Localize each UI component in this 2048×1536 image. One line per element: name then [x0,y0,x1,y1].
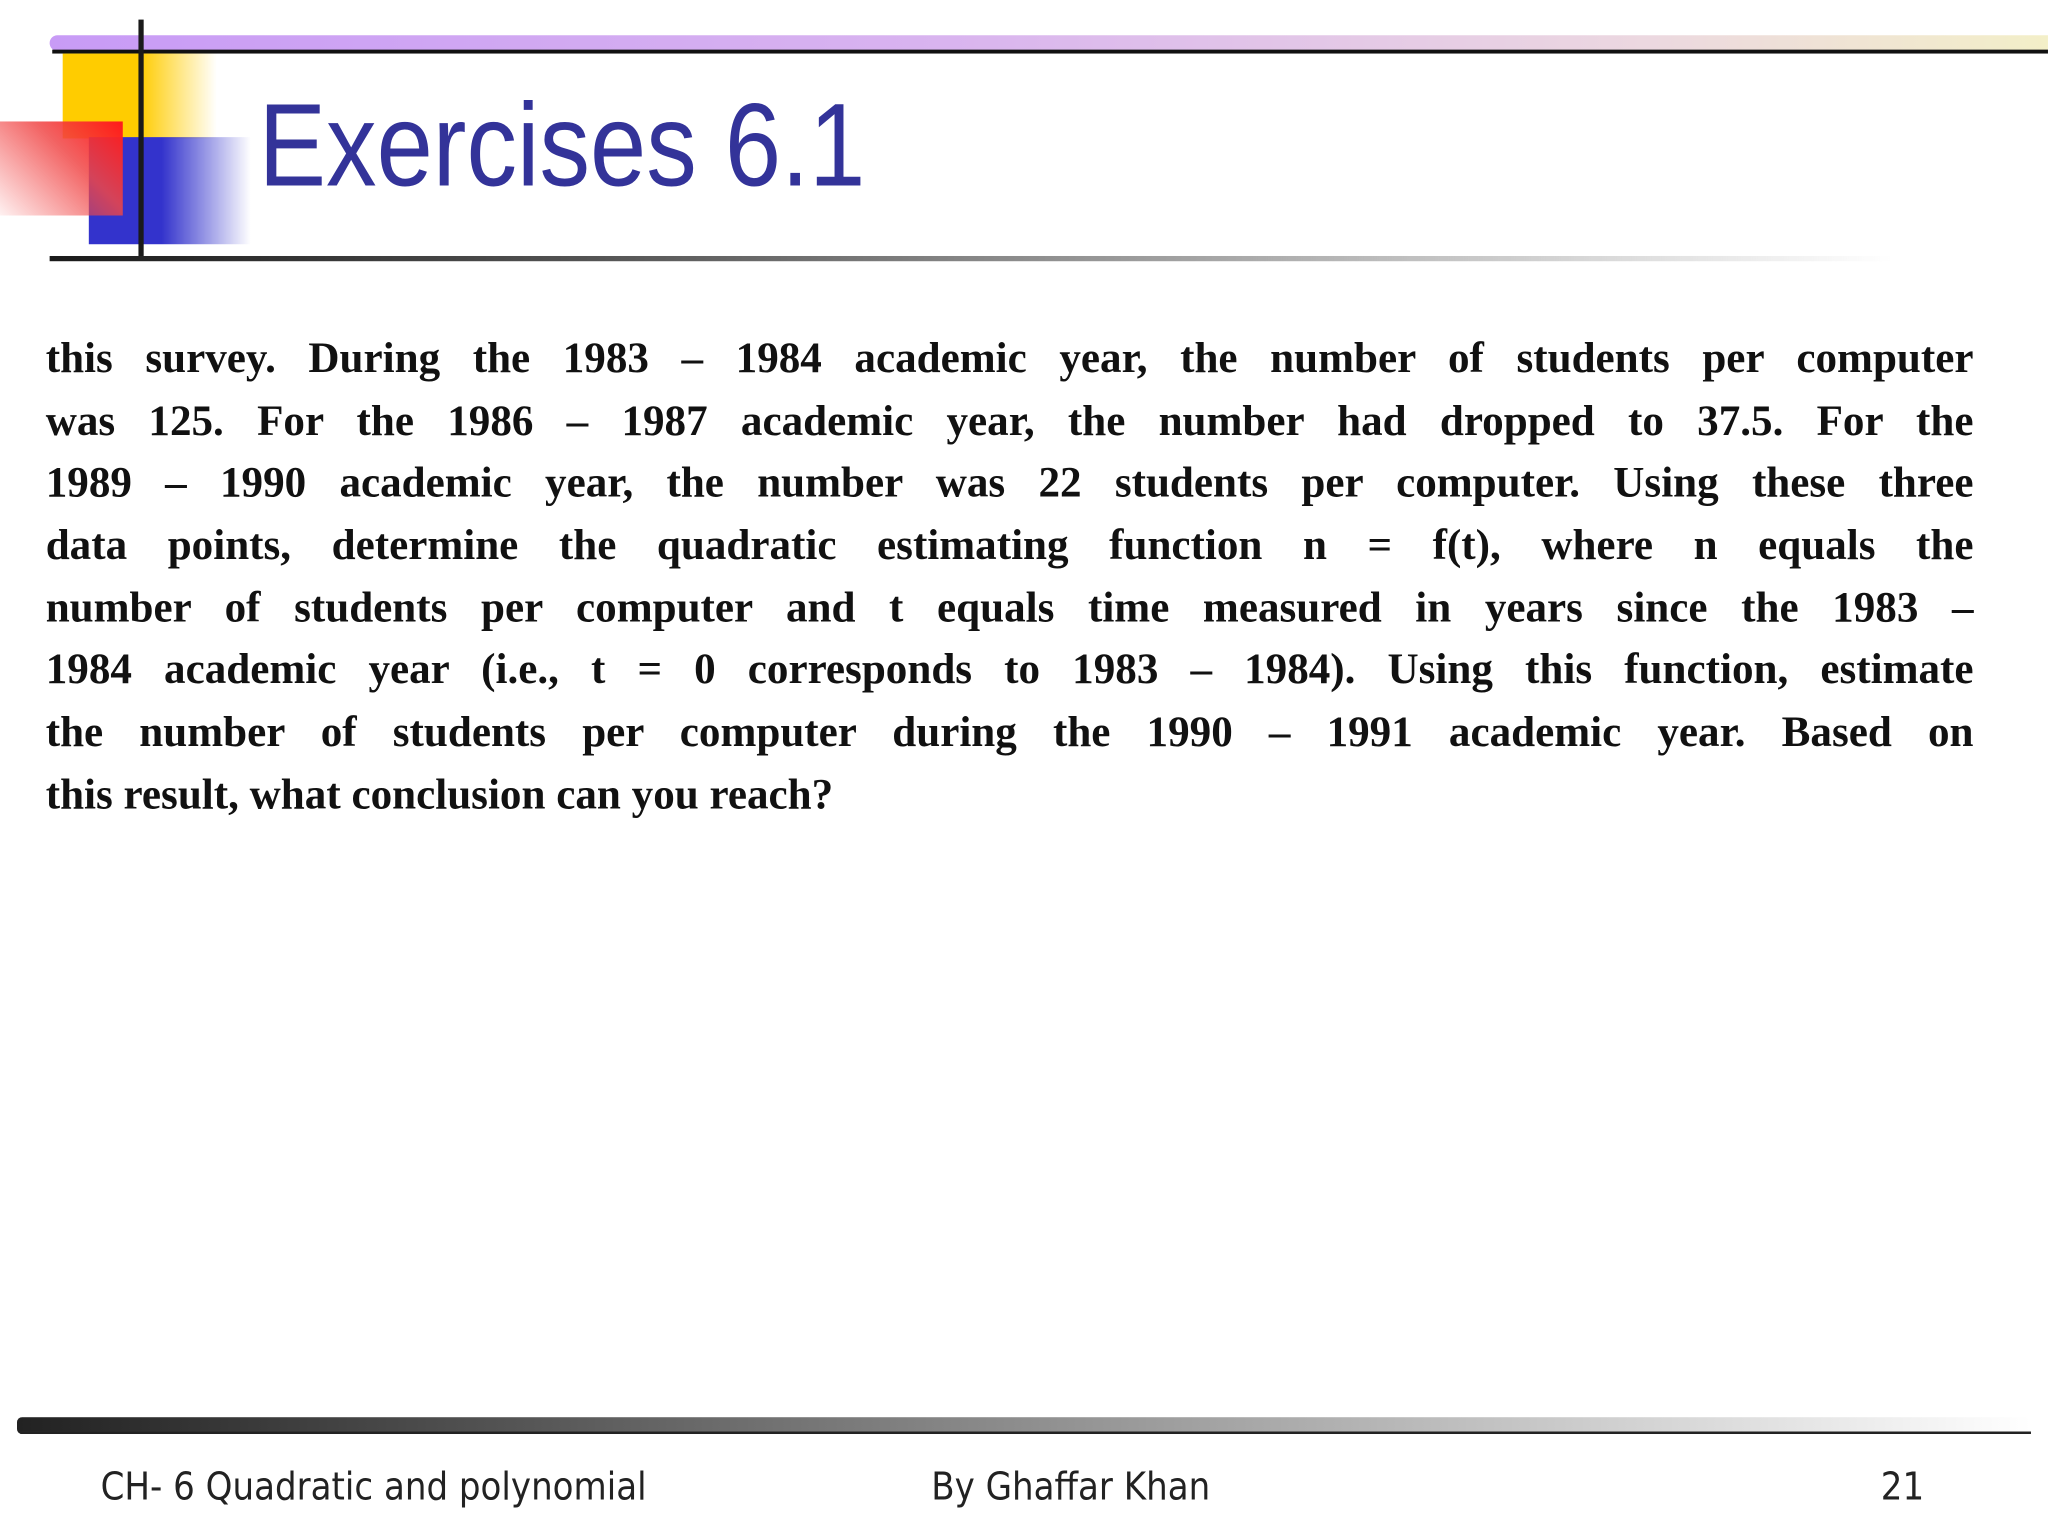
text-line: 1989 – 1990 academic year, the number was 22 students per computer. Using these three [45,460,1974,508]
text-line: data points, determine the quadratic estimating function n = f(t), where n equals the [45,522,1974,570]
text-line: this result, what conclusion can you reach? [45,771,834,819]
top-accent-bar [50,35,2048,51]
slide-title: Exercises 6.1 [258,80,866,212]
footer-author: By Ghaffar Khan [931,1464,1211,1509]
page-number: 21 [1880,1464,1925,1509]
red-square-decoration [0,121,123,215]
top-rule [52,50,2048,54]
text-line: 1984 academic year (i.e., t = 0 corresponds to 1983 – 1984). Using this function, estimate [45,647,1974,695]
exercise-text [46,329,1974,827]
text-line: the number of students per computer during the 1990 – 1991 academic year. Based on [45,709,1974,757]
text-line: this survey. During the 1983 – 1984 academic year, the number of students per computer [45,335,1974,383]
vertical-rule [138,20,143,259]
text-line: number of students per computer and t equals time measured in years since the 1983 – [45,584,1974,632]
text-line: was 125. For the 1986 – 1987 academic year, the number had dropped to 37.5. For the [45,397,1974,445]
footer-rule [17,1417,2031,1434]
footer-chapter: CH- 6 Quadratic and polynomial [100,1464,647,1509]
title-underline [50,256,1892,261]
